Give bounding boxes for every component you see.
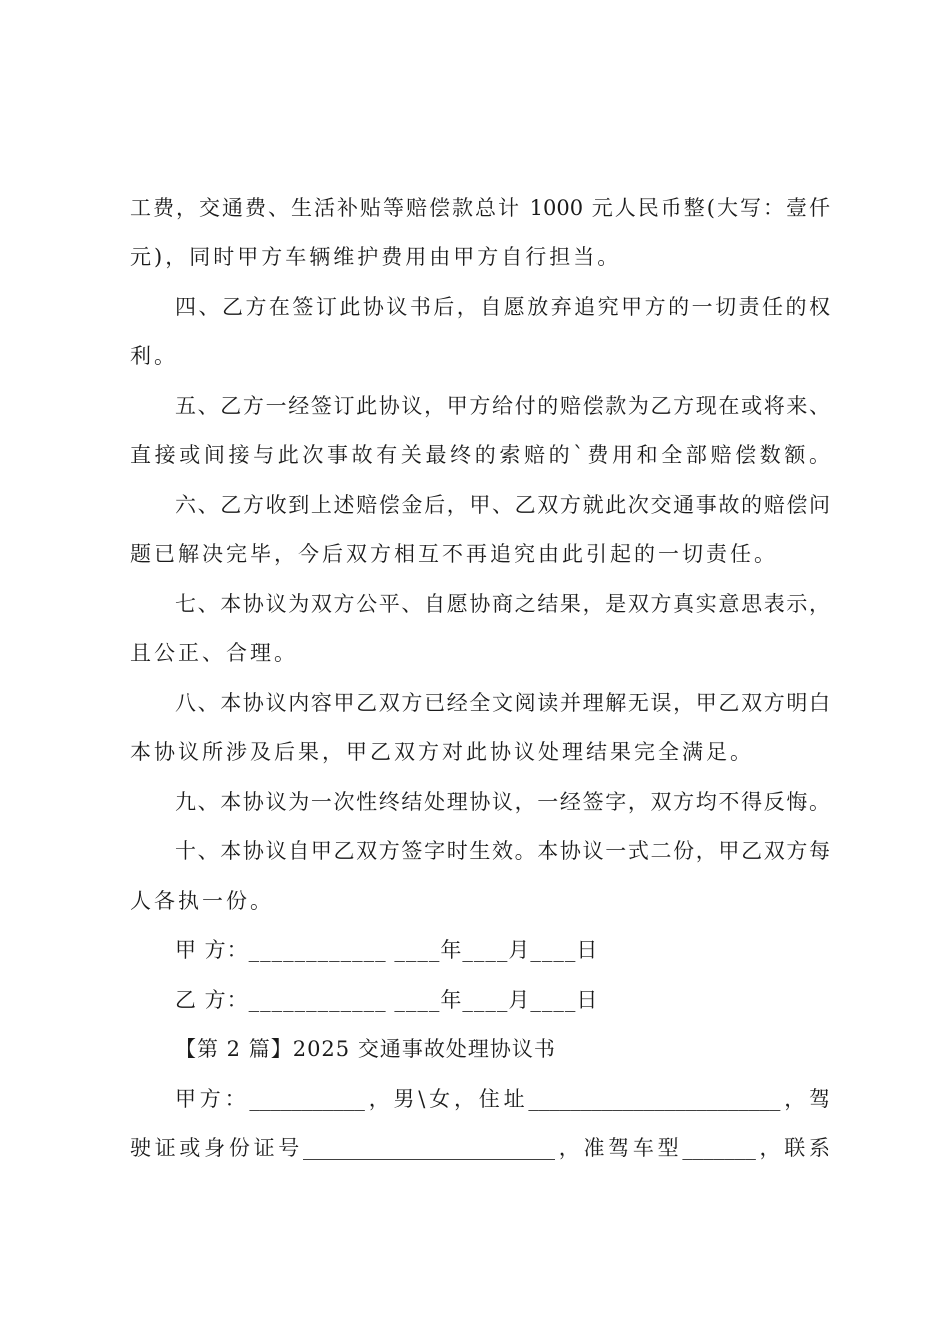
clause-six-line: 六、乙方收到上述赔偿金后，甲、乙双方就此次交通事故的赔偿问 [175, 493, 830, 517]
clause-five-line: 五、乙方一经签订此协议，甲方给付的赔偿款为乙方现在或将来、 [175, 394, 830, 418]
clause-ten-line: 十、本协议自甲乙双方签字时生效。本协议一式二份，甲乙双方每 [175, 839, 830, 863]
paragraph-line: 本协议所涉及后果，甲乙双方对此协议处理结果完全满足。 [130, 740, 754, 764]
party-b-signature-line: 乙 方：____________ ____年____月____日 [175, 988, 599, 1012]
paragraph-line: 题已解决完毕，今后双方相互不再追究由此引起的一切责任。 [130, 542, 778, 566]
paragraph-line: 直接或间接与此次事故有关最终的索赔的`费用和全部赔偿数额。 [130, 443, 830, 467]
paragraph-line: 驶证或身份证号________________________，准驾车型_______，联系 [130, 1136, 830, 1160]
section-heading: 【第 2 篇】2025 交通事故处理协议书 [175, 1037, 556, 1061]
paragraph-line: 且公正、合理。 [130, 641, 298, 665]
clause-nine-line: 九、本协议为一次性终结处理协议，一经签字，双方均不得反悔。 [175, 790, 830, 814]
paragraph-line: 利。 [130, 344, 178, 368]
clause-seven-line: 七、本协议为双方公平、自愿协商之结果，是双方真实意思表示， [175, 592, 830, 616]
clause-four-line: 四、乙方在签订此协议书后，自愿放弃追究甲方的一切责任的权 [175, 295, 830, 319]
party-a-info-line: 甲方：___________，男\女，住址________________________，驾 [175, 1087, 830, 1111]
paragraph-line: 元)，同时甲方车辆维护费用由甲方自行担当。 [130, 245, 622, 269]
paragraph-line: 工费，交通费、生活补贴等赔偿款总计 1000 元人民币整(大写：壹仟 [130, 196, 830, 220]
clause-eight-line: 八、本协议内容甲乙双方已经全文阅读并理解无误，甲乙双方明白 [175, 691, 830, 715]
party-a-signature-line: 甲 方：____________ ____年____月____日 [175, 938, 599, 962]
paragraph-line: 人各执一份。 [130, 889, 274, 913]
